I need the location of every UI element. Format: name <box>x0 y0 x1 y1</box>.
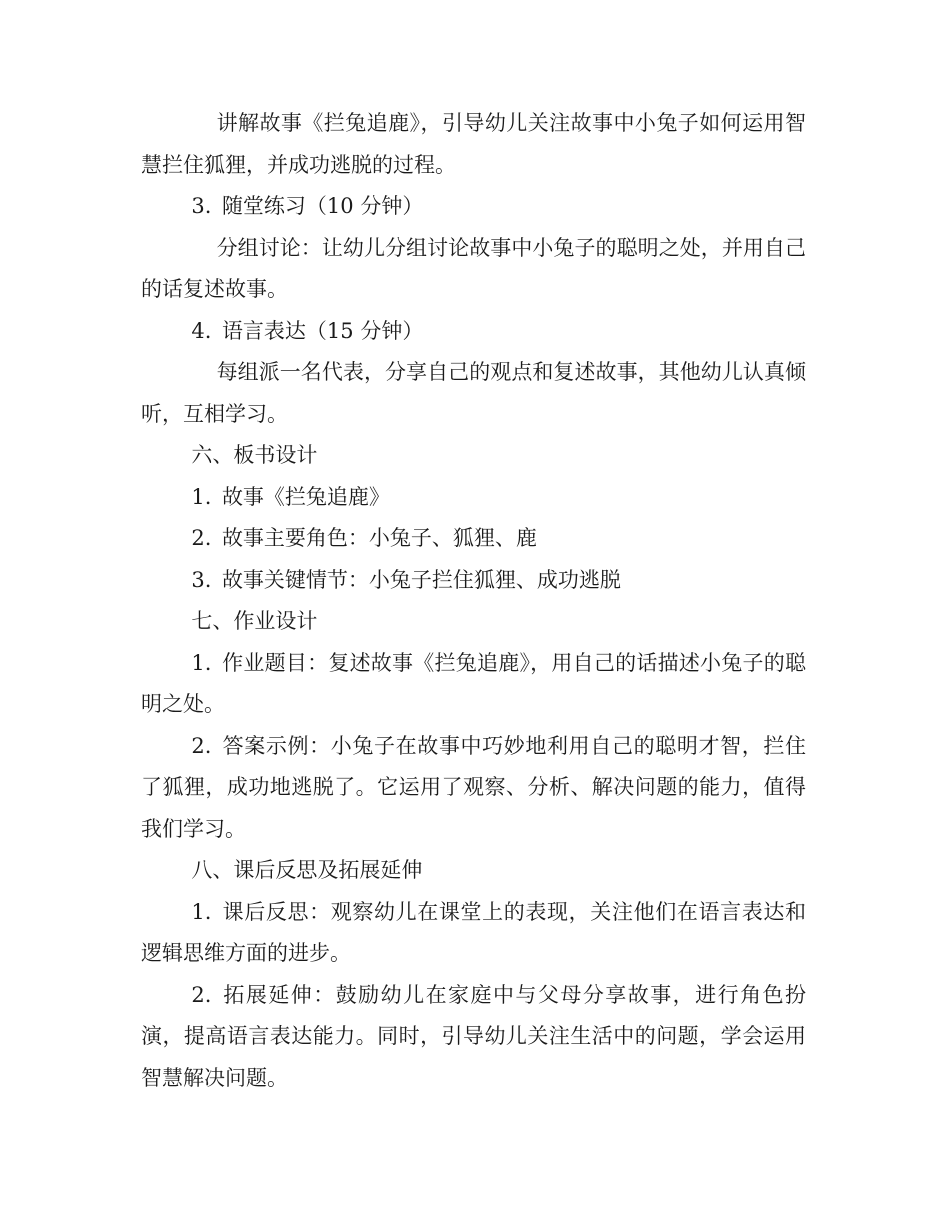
section-heading-reflection <box>141 850 806 892</box>
paragraph-group-discussion <box>141 228 806 311</box>
list-number: 3. <box>191 194 212 218</box>
list-number: 3. <box>191 567 212 592</box>
paragraph-text: 每组派一名代表，分享自己的观点和复述故事，其他幼儿认真倾听，互相学习。 <box>141 360 806 426</box>
paragraph-representative-share <box>141 352 806 435</box>
paragraph-story-explanation <box>141 103 806 186</box>
paragraph-text: 分组讨论：让幼儿分组讨论故事中小兔子的聪明之处，并用自己的话复述故事。 <box>141 235 806 301</box>
paragraph-text: 课后反思：观察幼儿在课堂上的表现，关注他们在语言表达和逻辑思维方面的进步。 <box>141 899 806 965</box>
paragraph-text: 故事关键情节：小兔子拦住狐狸、成功逃脱 <box>221 567 621 592</box>
list-number: 1. <box>191 899 212 924</box>
paragraph-text: 六、板书设计 <box>191 443 318 467</box>
paragraph-text: 八、课后反思及拓展延伸 <box>191 858 423 882</box>
paragraph-text: 故事主要角色：小兔子、狐狸、鹿 <box>221 526 537 550</box>
list-item-homework-topic <box>141 643 806 726</box>
list-number: 2. <box>191 982 212 1007</box>
list-item-main-characters <box>141 518 806 560</box>
paragraph-text: 答案示例：小兔子在故事中巧妙地利用自己的聪明才智，拦住了狐狸，成功地逃脱了。它运用了观察、分析、解决问题的能力，值得我们学习。 <box>141 733 806 841</box>
list-number: 1. <box>191 650 212 675</box>
list-number: 2. <box>191 733 212 758</box>
list-item-story-title <box>141 477 806 519</box>
paragraph-text: 拓展延伸：鼓励幼儿在家庭中与父母分享故事，进行角色扮演，提高语言表达能力。同时，引导幼儿关注生活中的问题，学会运用智慧解决问题。 <box>141 982 806 1090</box>
list-item-key-plot <box>141 560 806 602</box>
paragraph-language-heading <box>141 311 806 353</box>
list-item-reflection <box>141 892 806 975</box>
list-item-answer-example <box>141 726 806 851</box>
list-number: 1. <box>191 484 212 509</box>
list-item-extension <box>141 975 806 1100</box>
paragraph-text: 语言表达（15 分钟） <box>221 318 424 343</box>
list-number: 4. <box>191 318 212 343</box>
paragraph-text: 七、作业设计 <box>191 609 318 633</box>
paragraph-text: 随堂练习（10 分钟） <box>221 194 424 218</box>
paragraph-text: 故事《拦兔追鹿》 <box>221 484 390 509</box>
document-body <box>141 103 806 1099</box>
section-heading-homework <box>141 601 806 643</box>
section-heading-blackboard <box>141 435 806 477</box>
paragraph-practice-heading <box>141 186 806 228</box>
paragraph-text: 讲解故事《拦兔追鹿》，引导幼儿关注故事中小兔子如何运用智慧拦住狐狸，并成功逃脱的过程。 <box>141 111 806 177</box>
paragraph-text: 作业题目：复述故事《拦兔追鹿》，用自己的话描述小兔子的聪明之处。 <box>141 650 806 716</box>
list-number: 2. <box>191 526 212 550</box>
